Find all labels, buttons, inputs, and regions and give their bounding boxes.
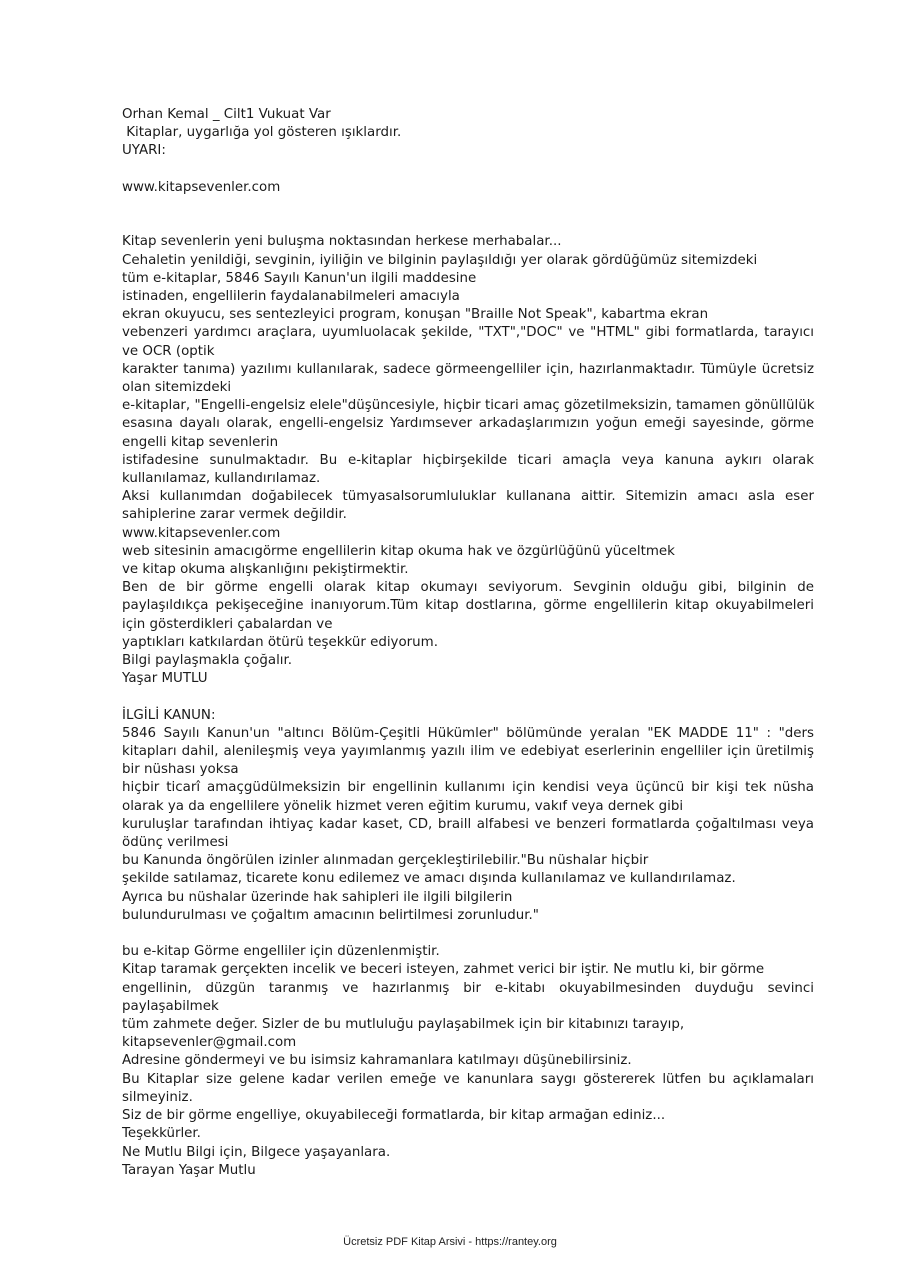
intro-line: tüm e-kitaplar, 5846 Sayılı Kanun'un ilgili maddesine (122, 270, 477, 286)
closing-line: Kitap taramak gerçekten incelik ve beceri isteyen, zahmet verici bir iştir. Ne mutlu ki, bir görme (122, 962, 765, 978)
motto-line: Kitaplar, uygarlığa yol gösteren ışıklardır. (122, 125, 402, 141)
intro-paragraph: istifadesine sunulmaktadır. Bu e-kitaplar hiçbirşekilde ticari amaçla veya kanuna aykırı olarak kullanılamaz, kullandırılamaz. (122, 452, 814, 487)
book-title: Orhan Kemal _ Cilt1 Vukuat Var (122, 107, 331, 122)
closing-line: tüm zahmete değer. Sizler de bu mutluluğu paylaşabilmek için bir kitabınızı tarayıp, (122, 1017, 685, 1033)
intro-line: yaptıkları katkılardan ötürü teşekkür ediyorum. (122, 634, 438, 650)
law-paragraph: hiçbir ticarî amaçgüdülmeksizin bir engellinin kullanımı için kendisi veya üçüncü bir kişi tek nüsha olarak ya da engellilere yönelik hizmet veren eğitim kurumu, vakıf veya dernek gibi (122, 780, 814, 814)
law-heading: İLGİLİ KANUN: (122, 707, 216, 723)
scanner-signature: Tarayan Yaşar Mutlu (122, 1162, 256, 1178)
law-line: bu Kanunda öngörülen izinler alınmadan gerçekleştirilebilir."Bu nüshalar hiçbir (122, 853, 649, 869)
law-line: şekilde satılamaz, ticarete konu edilemez ve amacı dışında kullanılamaz ve kullandırılamaz. (122, 871, 736, 887)
spacer (122, 215, 814, 233)
spacer (122, 197, 814, 215)
spacer (122, 925, 814, 943)
spacer (122, 688, 814, 706)
closing-paragraph: Bu Kitaplar size gelene kadar verilen emeğe ve kanunlara saygı göstererek lütfen bu açıklamaları silmeyiniz. (122, 1071, 814, 1105)
closing-line: Adresine göndermeyi ve bu isimsiz kahramanlara katılmayı düşünebilirsiniz. (122, 1053, 632, 1069)
page-footer: Ücretsiz PDF Kitap Arsivi - https://rantey.org (343, 1236, 557, 1248)
warning-heading: UYARI: (122, 143, 166, 159)
intro-line: Kitap sevenlerin yeni buluşma noktasından herkese merhabalar... (122, 234, 562, 250)
intro-line: e-kitaplar, "Engelli-engelsiz elele"düşüncesiyle, hiçbir ticari amaç gözetilmeksizin, tamamen gönüllülük (122, 398, 815, 414)
intro-line: web sitesinin amacıgörme engellilerin kitap okuma hak ve özgürlüğünü yüceltmek (122, 543, 675, 559)
closing-paragraph: engellinin, düzgün taranmış ve hazırlanmış bir e-kitabı okuyabilmesinden duyduğu sevinci paylaşabilmek (122, 980, 814, 1014)
intro-paragraph: Ben de bir görme engelli olarak kitap okumayı seviyorum. Sevginin olduğu gibi, bilginin de paylaşıldıkça pekişeceğine inanıyorum.Tüm kitap dostlarına, görme engellilerin kitap okuyabilmeleri için gösterdikleri çabalardan ve (122, 580, 814, 632)
intro-paragraph: vebenzeri yardımcı araçlara, uyumluolacak şekilde, "TXT","DOC" ve "HTML" gibi formatlarda, tarayıcı ve OCR (optik (122, 325, 814, 359)
document-body (122, 106, 814, 1180)
spacer (122, 161, 814, 179)
intro-paragraph: Aksi kullanımdan doğabilecek tümyasalsorumluluklar kullanana aittir. Sitemizin amacı asla eser sahiplerine zarar vermek değildir. (122, 489, 814, 523)
signature-name: Yaşar MUTLU (122, 671, 208, 687)
intro-line: Bilgi paylaşmakla çoğalır. (122, 653, 293, 669)
intro-line: Cehaletin yenildiği, sevginin, iyiliğin ve bilginin paylaşıldığı yer olarak gördüğümüz sitemizdeki (122, 252, 758, 268)
law-line: Ayrıca bu nüshalar üzerinde hak sahipleri ile ilgili bilgilerin (122, 889, 513, 905)
intro-line: ekran okuyucu, ses sentezleyici program, konuşan "Braille Not Speak", kabartma ekran (122, 307, 709, 323)
law-line: bulundurulması ve çoğaltım amacının belirtilmesi zorunludur." (122, 907, 539, 923)
closing-line: Ne Mutlu Bilgi için, Bilgece yaşayanlara. (122, 1144, 391, 1160)
site-link: www.kitapsevenler.com (122, 179, 281, 195)
law-paragraph: 5846 Sayılı Kanun'un "altıncı Bölüm-Çeşitli Hükümler" bölümünde yeralan "EK MADDE 11" : "ders kitapları dahil, alenileşmiş veya yayımlanmış yazılı ilim ve edebiyat eserlerinin engelliler için üretilmiş bir nüshası yoksa (122, 725, 814, 778)
intro-line: istinaden, engellilerin faydalanabilmeleri amacıyla (122, 288, 460, 304)
law-paragraph: kuruluşlar tarafından ihtiyaç kadar kaset, CD, braill alfabesi ve benzeri formatlarda çoğaltılması veya ödünç verilmesi (122, 816, 814, 851)
closing-line: bu e-kitap Görme engelliler için düzenlenmiştir. (122, 944, 440, 960)
email-address: kitapsevenler@gmail.com (122, 1035, 297, 1051)
intro-paragraph: karakter tanıma) yazılımı kullanılarak, sadece görmeengelliler için, hazırlanmaktadır. Tümüyle ücretsiz olan sitemizdeki (122, 361, 814, 395)
intro-line: ve kitap okuma alışkanlığını pekiştirmektir. (122, 562, 409, 578)
closing-line: Teşekkürler. (122, 1126, 201, 1142)
intro-paragraph: esasına dayalı olarak, engelli-engelsiz Yardımsever arkadaşlarımızın yoğun emeği sayesinde, görme engelli kitap sevenlerin (122, 416, 814, 450)
closing-line: Siz de bir görme engelliye, okuyabileceği formatlarda, bir kitap armağan ediniz... (122, 1108, 666, 1124)
site-link: www.kitapsevenler.com (122, 525, 281, 541)
